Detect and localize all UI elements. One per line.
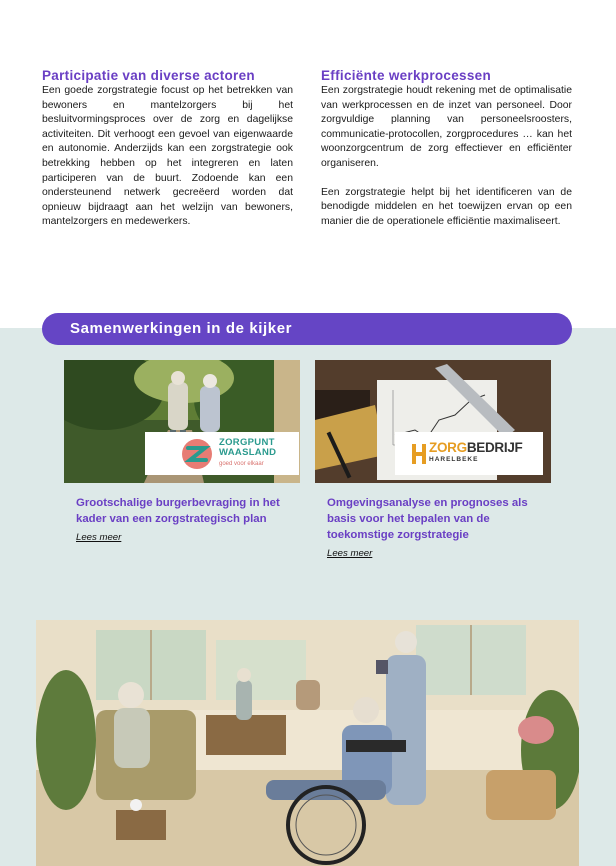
participation-paragraph: Een goede zorgstrategie focust op het betrekken van bewoners en mantelzorgers bij het besluitvormingsproces over de zorg en dagelijkse activiteiten. Dit verhoogt een gevoel van eigenwaarde en autonomie. Anderzijds kan een zorgstrategie ook betrekking hebben op het integreren en laten participeren van de buurt. Zodoende kan een ondersteunend netwerk gecreëerd worden dat opnieuw bijdraagt aan het welzijn van bewoners, mantelzorgers en medewerkers.: [42, 85, 293, 228]
right-column: [321, 68, 572, 229]
collaboration-card-zorgpunt[interactable]: [64, 360, 300, 545]
zorgbedrijf-mark-icon: [411, 442, 427, 466]
section-banner-title: Samenwerkingen in de kijker: [70, 320, 293, 337]
zorgbedrijf-harelbeke-logo: [395, 432, 543, 475]
efficiency-paragraph-1: Een zorgstrategie houdt rekening met de optimalisatie van werkprocessen en de inzet van personeel. Door zorgvuldige planning van personeelsroosters, communicatie-protocollen, zorgprocedures … kan het woonzorgcentrum de zorg effectiever en efficiënter organiseren.: [321, 85, 572, 169]
read-more-link[interactable]: Lees meer: [327, 548, 373, 559]
zorgpunt-logo-tagline: goed voor elkaar: [219, 461, 264, 467]
zorgpunt-waasland-logo: [145, 432, 299, 475]
zorgbedrijf-logo-sub: HARELBEKE: [429, 455, 479, 463]
read-more-link[interactable]: Lees meer: [76, 532, 122, 543]
efficiency-heading: Efficiënte werkprocessen: [321, 68, 492, 83]
zorgbedrijf-logo-part2: BEDRIJF: [466, 439, 523, 455]
card-title[interactable]: Grootschalige burgerbevraging in het kader van een zorgstrategisch plan: [76, 497, 280, 525]
desk-chart-photo: [315, 360, 551, 483]
card-title[interactable]: Omgevingsanalyse en prognoses als basis voor het bepalen van de toekomstige zorgstrategie: [327, 497, 528, 541]
care-home-lounge-illustration: [36, 620, 579, 866]
section-banner: [42, 313, 572, 345]
zorgpunt-logo-line1: ZORGPUNT: [219, 437, 275, 448]
efficiency-paragraph-2: Een zorgstrategie helpt bij het identificeren van de benodigde middelen en het toewijzen ervan op een manier die de operationele efficiëntie maximaliseert.: [321, 186, 572, 227]
left-column: [42, 68, 293, 230]
elderly-couple-garden-photo: [64, 360, 300, 483]
zorgpunt-logo-line2: WAASLAND: [219, 447, 277, 458]
participation-heading: Participatie van diverse actoren: [42, 68, 255, 83]
zorgpunt-mark-icon: [181, 438, 213, 470]
zorgbedrijf-logo-part1: ZORG: [429, 439, 467, 455]
collaboration-card-zorgbedrijf[interactable]: [315, 360, 551, 561]
